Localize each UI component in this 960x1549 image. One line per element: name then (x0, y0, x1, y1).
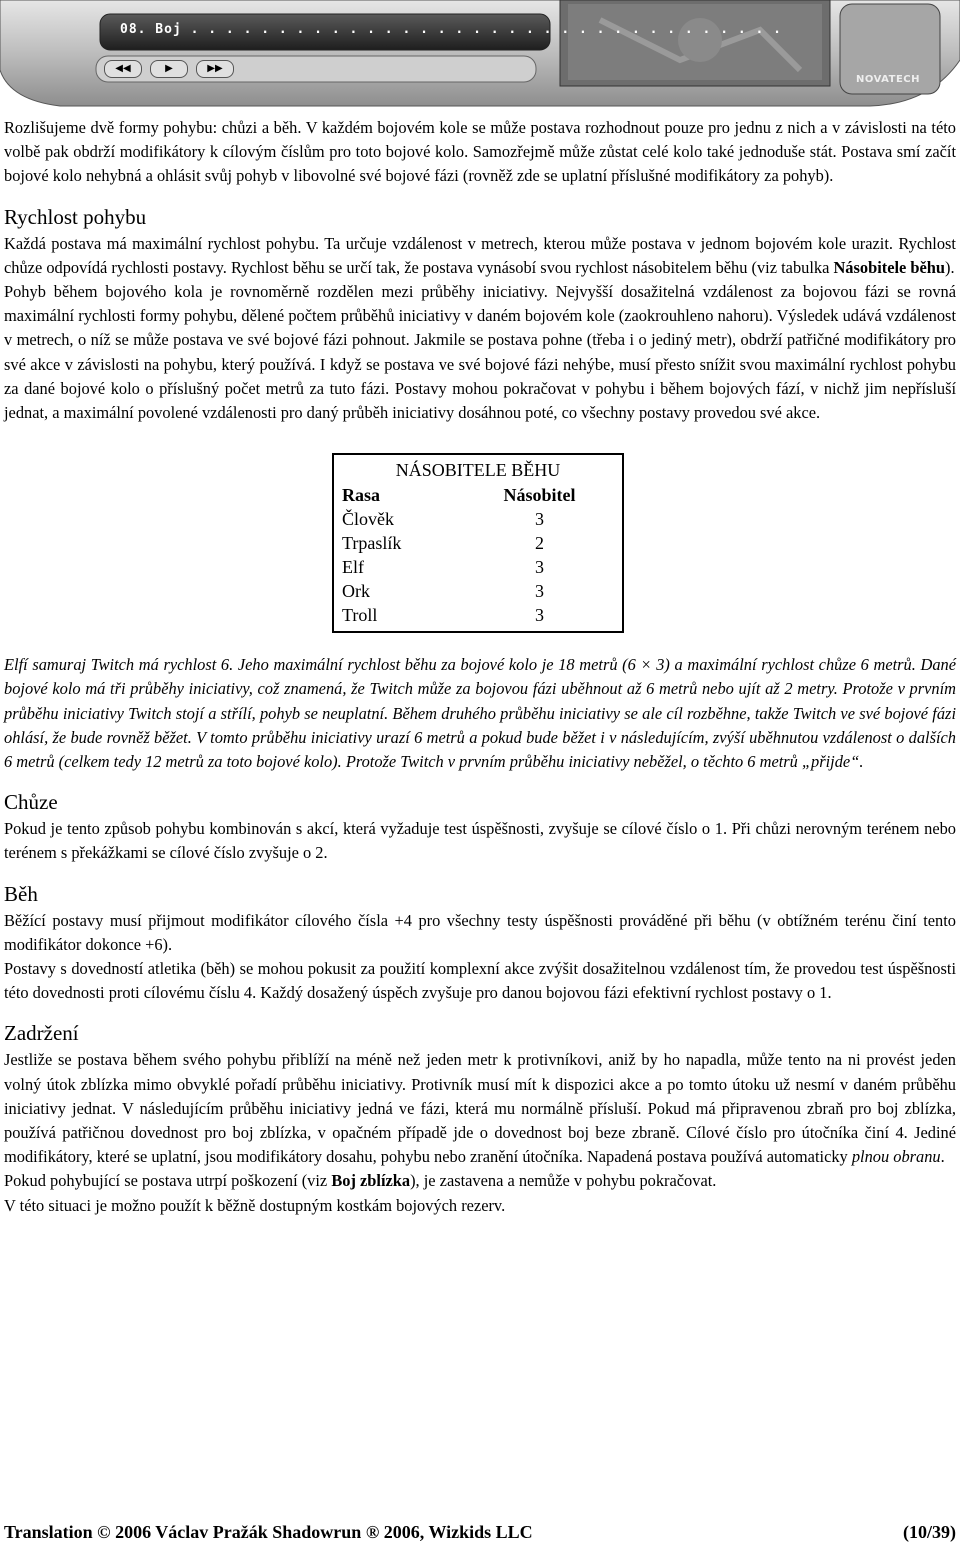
forward-icon: ▶▶ (207, 63, 223, 74)
heading-chuze: Chůze (4, 790, 58, 815)
table-row: Elf 3 (342, 557, 544, 578)
rychlost-paragraph: Každá postava má maximální rychlost pohybu. Ta určuje vzdálenost v metrech, kterou může postava v jednom bojovém kole urazit. Rychlost chůze odpovídá rychlosti postavy. Rychlost běhu se určí tak, že postava vynásobí svou rychlost násobitelem běhu (viz tabulka Násobitele běhu). (4, 233, 956, 277)
heading-zadrzeni: Zadržení (4, 1021, 79, 1046)
novatech-logo: NOVATECH (856, 74, 920, 85)
chapter-title: 08. Boj . . . . . . . . . . . . . . . . . . . . . . . . . . . . . . . . . . (120, 22, 782, 37)
beh-paragraph-1: Běžící postavy musí přijmout modifikátor cílového čísla +4 pro všechny testy úspěšnosti prováděné při běhu (v obtížném terénu činí tento modifikátor dokonce +6). (4, 910, 956, 954)
full-defense-term: plnou obranu (851, 1147, 941, 1167)
table-row: Člověk 3 (342, 509, 544, 530)
run-multiplier-table (332, 453, 624, 633)
situace-paragraph: V této situaci je možno použít k běžně dostupným kostkám bojových rezerv. (4, 1195, 506, 1215)
table-header-race: Rasa (342, 485, 381, 506)
banner-graphic (0, 0, 960, 108)
play-button[interactable] (150, 60, 188, 78)
example-paragraph: Elfí samuraj Twitch má rychlost 6. Jeho maximální rychlost běhu za bojové kolo je 18 metrů (6 × 3) a maximální rychlost chůze 6 metrů. Dané bojové kolo má tři průběhy iniciativy, což znamená, že Twitch může za bojovou fázi uběhnout až 6 metrů nebo ujít až 2 metry. Protože v prvním průběhu iniciativy Twitch stojí a střílí, pohyb se neuplatní. Během druhého průběhu iniciativy se ale cíl rozběhne, takže Twitch ve své bojové fázi ohlásí, že bude rovněž běžet. V tomto průběhu iniciativy urazí 6 metrů a pokud bude běžet i v následujícím, zvýší uběhnutou vzdálenost o dalších 6 metrů (celkem tedy 12 metrů za toto bojové kolo). Protože Twitch v prvním průběhu iniciativy neběžel, o těchto 6 metrů „přijde“. (4, 655, 956, 772)
page-number: (10/39) (903, 1522, 956, 1542)
boj-zblizka-reference: Boj zblízka (331, 1171, 411, 1191)
table-row: Troll 3 (342, 605, 544, 626)
pohyb-paragraph: Pohyb během bojového kola je rovnoměrně rozdělen mezi průběhy iniciativy. Nejvyšší dosažitelná vzdálenost za bojovou fázi se rovná maximální rychlosti formy pohybu, dělené počtem průběhů iniciativy v daném bojovém kole (zaokrouhleno nahoru). Výsledek udává vzdálenost v metrech, o níž se může postava ve své bojové fázi pohnout. Jakmile se postava pohne (třeba i o jediný metr), obdrží patřičné modifikátory pro své akce v závislosti na pohybu, který používá. I když se postava ve své bojové fázi nehýbe, musí přesto snížit svou maximální rychlost pohybu za dané bojové kolo o příslušný počet metrů za tuto fázi. Postavy mohou pokračovat v pohybu i během bojových fází, v nichž jim nepřísluší jednat, a maximální povolené vzdálenosti pro daný průběh iniciativy dosáhnou poté, co všechny postavy provedou své akce. (4, 282, 956, 423)
intro-paragraph: Rozlišujeme dvě formy pohybu: chůzi a běh. V každém bojovém kole se může postava rozhodnout pouze pro jednu z nich a v závislosti na této volbě pak obdrží modifikátory k cílovým číslům pro toto bojové kolo. Samozřejmě může zůstat celé kolo také jednoduše stát. Postava smí začít bojové kolo nehybná a ohlásit svůj pohyb v libovolné své bojové fázi (rovněž zde se uplatní příslušné modifikátory za pohyb). (4, 118, 956, 186)
zadrzeni-paragraph: Jestliže se postava během svého pohybu přiblíží na méně než jeden metr k protivníkovi, aniž by ho napadla, může tento na ni provést jeden volný útok zblízka mimo obvyklé pořadí průběhu iniciativy. Protivník musí mít k dispozici akce a po tomto útoku už nesmí v daném průběhu iniciativy jednat. V následujícím průběhu iniciativy jedná ve fázi, která mu normálně přísluší. Pokud má připravenou zbraň pro boj zblízka, používá patřičnou dovednost pro boj zblízka, v opačném případě jde o dovednost boj beze zbraně. Cílové číslo pro útočníka činí 4. Jediné modifikátory, které se uplatní, jsou modifikátory dosahu, pohybu nebo zranění útočníka. Napadená postava používá automaticky plnou obranu. (4, 1050, 956, 1167)
multiplier-table (342, 483, 614, 627)
table-header-row (342, 483, 614, 507)
next-button[interactable] (196, 60, 234, 78)
header-banner (0, 0, 960, 108)
chuze-paragraph: Pokud je tento způsob pohybu kombinován s akcí, která vyžaduje test úspěšnosti, zvyšuje se cílové číslo o 1. Při chůzi nerovným terénem nebo terénem s překážkami se cílové číslo zvyšuje o 2. (4, 819, 956, 863)
heading-rychlost-pohybu: Rychlost pohybu (4, 204, 147, 229)
heading-beh: Běh (4, 881, 38, 906)
table-header-multiplier: Násobitel (503, 485, 576, 506)
footer-copyright: Translation © 2006 Václav Pražák Shadowrun ® 2006, Wizkids LLC (4, 1522, 533, 1542)
poskozeni-paragraph: Pokud pohybující se postava utrpí poškození (viz Boj zblízka), je zastavena a nemůže v pohybu pokračovat. (4, 1171, 717, 1191)
prev-button[interactable] (104, 60, 142, 78)
play-icon: ▶ (165, 63, 173, 74)
beh-paragraph-2: Postavy s dovedností atletika (běh) se mohou pokusit za použití komplexní akce zvýšit dosažitelnou vzdálenost tím, že provedou test úspěšnosti této dovednosti proti cílovému číslu 4. Každý dosažený úspěch zvyšuje pro danou bojovou fázi efektivní rychlost postavy o 1. (4, 959, 956, 1003)
table-title: NÁSOBITELE BĚHU (395, 460, 561, 481)
document-body (4, 116, 956, 1218)
page-footer (4, 1522, 956, 1543)
table-row: Trpaslík 2 (342, 533, 544, 554)
table-row: Ork 3 (342, 581, 544, 602)
rewind-icon: ◀◀ (115, 63, 131, 74)
table-reference: Násobitele běhu (833, 257, 946, 277)
